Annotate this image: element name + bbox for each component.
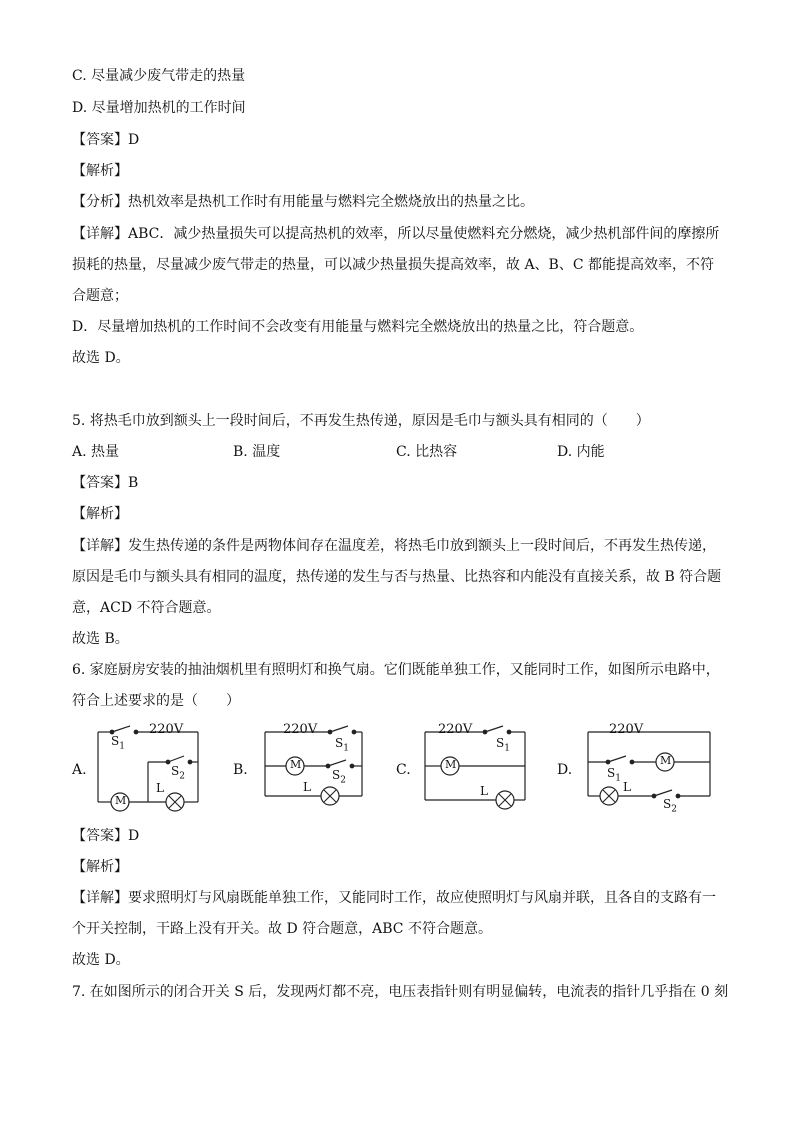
circuit-label-c: C. [396,762,411,778]
motor-symbol-b: M [290,758,302,771]
voltage-label-c: 220V [438,722,473,737]
detail-line-3: 合题意； [72,288,128,304]
lamp-label-c: L [480,784,488,798]
switch-s1-label-d: $S_1$ [607,766,621,784]
option-d: D. 尽量增加热机的工作时间 [72,100,246,116]
circuit-label-d: D. [557,762,573,778]
lamp-label-d: L [623,780,631,794]
q5-option-d: D. 内能 [557,444,605,460]
question-7-stem: 7. 在如图所示的闭合开关 S 后，发现两灯都不亮，电压表指针则有明显偏转，电流表的指针几乎指在 0 刻 [72,984,729,1000]
question-6-stem-2: 符合上述要求的是（ ） [72,693,240,709]
q5-option-b: B. 温度 [233,444,281,460]
q5-detail-line-3: 意，ACD 不符合题意。 [72,600,221,616]
voltage-label-d: 220V [609,722,644,737]
switch-s2-label-d: $S_2$ [663,797,677,815]
q6-detail-line-2: 个开关控制，干路上没有开关。故 D 符合题意，ABC 不符合题意。 [72,921,492,937]
q5-detail-line-2: 原因是毛巾与额头具有相同的温度，热传递的发生与否与热量、比热容和内能没有直接关系，故 B 符合题 [72,569,722,585]
circuit-label-b: B. [233,762,248,778]
switch-s1-label-a: $S_1$ [111,734,125,752]
answer: 【答案】D [72,132,140,148]
q6-conclusion: 故选 D。 [72,952,130,968]
q6-answer: 【答案】D [72,828,140,844]
q5-analysis-heading: 【解析】 [72,506,128,522]
circuit-label-a: A. [72,762,87,778]
q5-option-c: C. 比热容 [396,444,458,460]
conclusion: 故选 D。 [72,350,130,366]
switch-s1-label-c: $S_1$ [496,736,510,754]
option-c: C. 尽量减少废气带走的热量 [72,68,246,84]
analysis-heading: 【解析】 [72,163,128,179]
detail-line-1: 【详解】ABC．减少热量损失可以提高热机的效率，所以尽量使燃料充分燃烧，减少热机部件间的摩擦所 [72,226,720,242]
q5-conclusion: 故选 B。 [72,631,129,647]
lamp-label-a: L [156,781,164,795]
detail-line-4: D．尽量增加热机的工作时间不会改变有用能量与燃料完全燃烧放出的热量之比，符合题意。 [72,319,644,335]
motor-symbol-a: M [115,794,127,807]
switch-s2-label-a: $S_2$ [171,764,185,782]
q5-detail-line-1: 【详解】发生热传递的条件是两物体间存在温度差，将热毛巾放到额头上一段时间后，不再发生热传递， [72,538,716,554]
detail-line-2: 损耗的热量，尽量减少废气带走的热量，可以减少热量损失提高效率，故 A、B、C 都能提高效率，不符 [72,257,715,273]
lamp-label-b: L [303,780,311,794]
question-5-stem: 5. 将热毛巾放到额头上一段时间后，不再发生热传递，原因是毛巾与额头具有相同的（ ） [72,413,650,429]
switch-s2-label-b: $S_2$ [332,768,346,786]
analysis-summary: 【分析】热机效率是热机工作时有用能量与燃料完全燃烧放出的热量之比。 [72,194,534,210]
motor-symbol-d: M [660,754,672,767]
q6-analysis-heading: 【解析】 [72,859,128,875]
voltage-label-a: 220V [149,722,184,737]
q5-option-a: A. 热量 [72,444,120,460]
motor-symbol-c: M [445,758,457,771]
switch-s1-label-b: $S_1$ [335,736,349,754]
voltage-label-b: 220V [283,722,318,737]
question-6-stem-1: 6. 家庭厨房安装的抽油烟机里有照明灯和换气扇。它们既能单独工作，又能同时工作，如图所示电路中， [72,662,720,678]
q6-detail-line-1: 【详解】要求照明灯与风扇既能单独工作，又能同时工作，故应使照明灯与风扇并联，且各自的支路有一 [72,890,716,906]
q5-answer: 【答案】B [72,475,139,491]
